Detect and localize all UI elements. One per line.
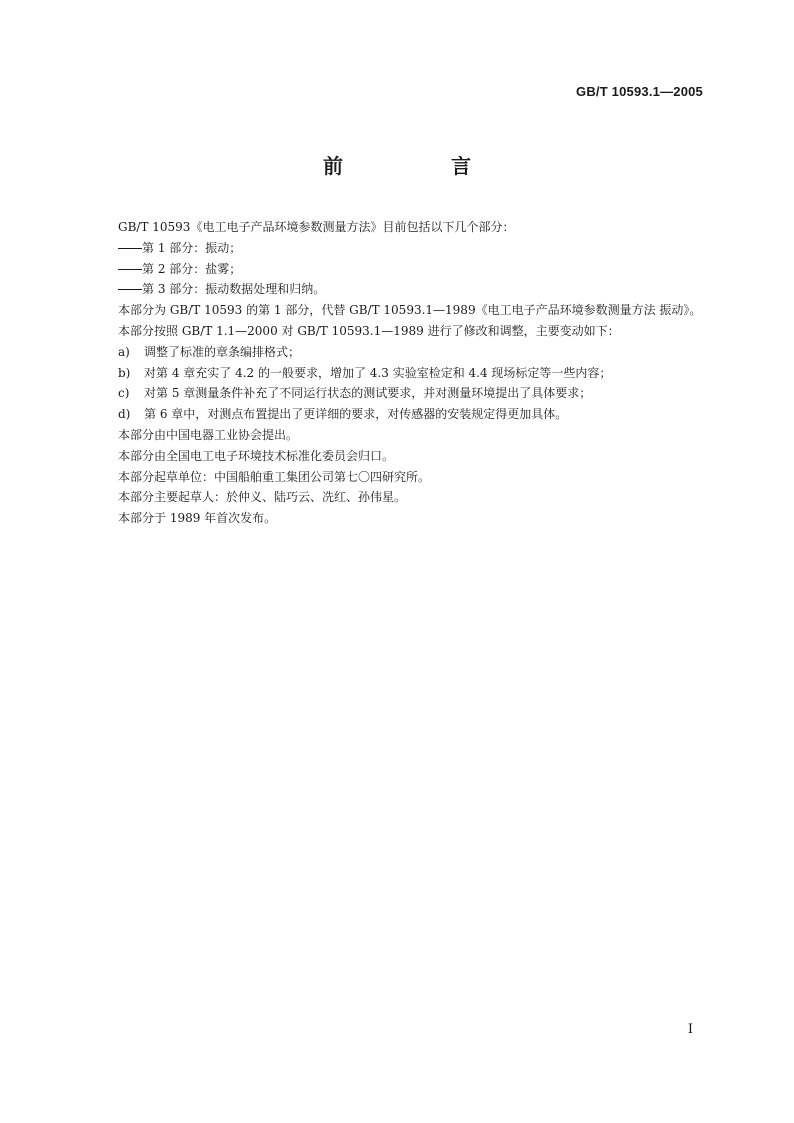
part-item xyxy=(103,279,703,300)
list-marker: c) xyxy=(118,386,130,401)
proposed-by-paragraph: 本部分由中国电器工业协会提出。 xyxy=(118,427,299,442)
replace-paragraph: 本部分为 GB/T 10593 的第 1 部分，代替 GB/T 10593.1—1989《电工电子产品环境参数测量方法 振动》。 xyxy=(118,303,702,318)
change-item xyxy=(103,363,703,384)
list-marker: b) xyxy=(118,365,131,380)
drafting-unit-paragraph: 本部分起草单位：中国船舶重工集团公司第七〇四研究所。 xyxy=(118,469,431,484)
part-text: 第 2 部分：盐雾； xyxy=(142,261,242,276)
change-item xyxy=(103,342,703,363)
part-item xyxy=(103,259,703,280)
page-title: 前 言 xyxy=(323,154,515,178)
list-marker: d) xyxy=(118,407,131,422)
dash-mark xyxy=(118,289,142,290)
change-text: 对第 5 章测量条件补充了不同运行状态的测试要求，并对测量环境提出了具体要求； xyxy=(144,386,592,401)
change-text: 调整了标准的章条编排格式； xyxy=(144,344,301,359)
centralized-by-paragraph: 本部分由全国电工电子环境技术标准化委员会归口。 xyxy=(118,448,395,463)
change-item xyxy=(103,404,703,425)
change-text: 对第 4 章充实了 4.2 的一般要求，增加了 4.3 实验室检定和 4.4 现场标定等一些内容； xyxy=(144,365,612,380)
standard-code: GB/T 10593.1—2005 xyxy=(576,84,703,99)
part-item xyxy=(103,238,703,259)
foreword-body xyxy=(103,217,703,529)
change-text: 第 6 章中，对测点布置提出了更详细的要求，对传感器的安装规定得更加具体。 xyxy=(144,407,568,422)
dash-mark xyxy=(118,248,142,249)
drafters-paragraph: 本部分主要起草人：於仲义、陆巧云、冼红、孙伟星。 xyxy=(118,490,407,505)
part-text: 第 1 部分：振动； xyxy=(142,240,242,255)
changes-intro-paragraph: 本部分按照 GB/T 1.1—2000 对 GB/T 10593.1—1989 进行了修改和调整，主要变动如下： xyxy=(118,323,620,338)
list-marker: a) xyxy=(118,344,130,359)
part-text: 第 3 部分：振动数据处理和归纳。 xyxy=(142,282,326,297)
intro-paragraph: GB/T 10593《电工电子产品环境参数测量方法》目前包括以下几个部分： xyxy=(118,220,515,234)
page-number: I xyxy=(687,1022,693,1037)
change-item xyxy=(103,383,703,404)
dash-mark xyxy=(118,269,142,270)
first-issue-paragraph: 本部分于 1989 年首次发布。 xyxy=(118,511,277,526)
